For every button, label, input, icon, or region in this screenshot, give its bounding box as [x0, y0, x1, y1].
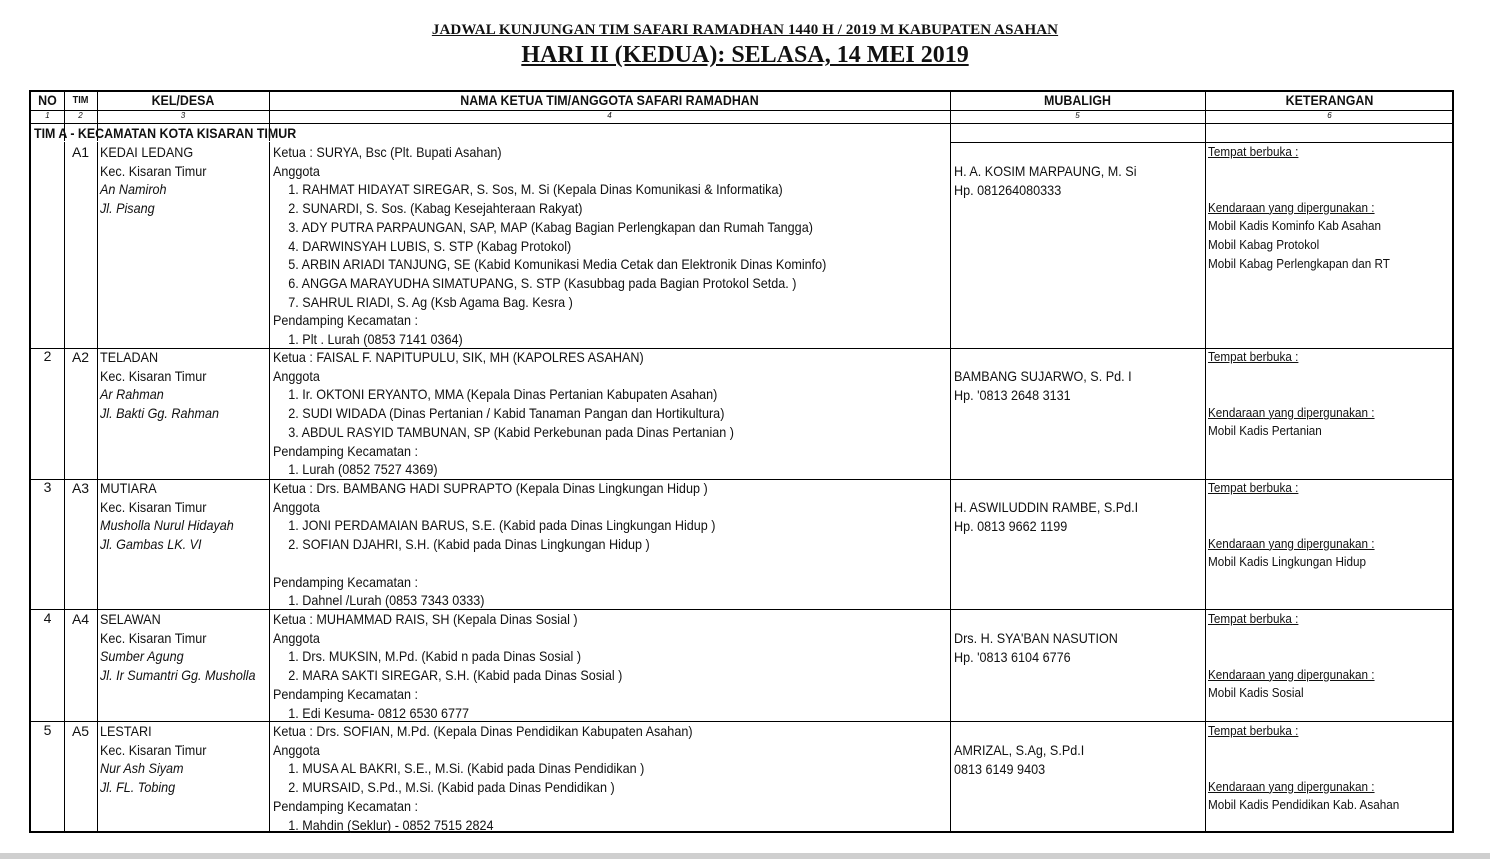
- document-title: JADWAL KUNJUNGAN TIM SAFARI RAMADHAN 1440 H / 2019 M KABUPATEN ASAHAN: [431, 22, 1059, 38]
- header-nama: NAMA KETUA TIM/ANGGOTA SAFARI RAMADHAN: [460, 93, 759, 108]
- team-code: A2: [71, 349, 90, 365]
- mubaligh-cell: AMRIZAL, S.Ag, S.Pd.I 0813 6149 9403: [954, 742, 1085, 777]
- column-number: 6: [1327, 111, 1332, 120]
- section-label: TIM A - KECAMATAN KOTA KISARAN TIMUR: [34, 126, 297, 141]
- mubaligh-cell: BAMBANG SUJARWO, S. Pd. I Hp. '0813 2648 3131: [954, 368, 1132, 403]
- team-code: A3: [71, 480, 90, 496]
- header-desa: KEL/DESA: [151, 93, 215, 108]
- team-members-cell: Ketua : Drs. SOFIAN, M.Pd. (Kepala Dinas Pendidikan Kabupaten Asahan) Anggota 1. MUSA AL BAKRI, S.E., M.Si. (Kabid pada Dinas Pendidikan ) 2. MURSAID, S.Pd., M.Si. (Kabid pada Dinas Pendidikan ) Pendamping Kecamatan : 1. Mahdin (Seklur) - 0852 7515 2824: [273, 723, 693, 833]
- document-subtitle: HARI II (KEDUA): SELASA, 14 MEI 2019: [521, 42, 969, 68]
- desa-cell: TELADAN Kec. Kisaran Timur Ar Rahman Jl. Bakti Gg. Rahman: [100, 349, 220, 422]
- team-code: A5: [71, 723, 90, 739]
- mubaligh-cell: Drs. H. SYA'BAN NASUTION Hp. '0813 6104 6776: [954, 630, 1118, 665]
- row-number: 2: [43, 348, 52, 364]
- mubaligh-cell: H. ASWILUDDIN RAMBE, S.Pd.I Hp. 0813 9662 1199: [954, 499, 1139, 534]
- team-members-cell: Ketua : SURYA, Bsc (Plt. Bupati Asahan) Anggota 1. RAHMAT HIDAYAT SIREGAR, S. Sos, M. Si (Kepala Dinas Komunikasi & Informatika) 2. SUNARDI, S. Sos. (Kabag Kesejahteraan Rakyat) 3. ADY PUTRA PARPAUNGAN, SAP, MAP (Kabag Bagian Perlengkapan dan Rumah Tangga) 4. DARWINSYAH LUBIS, S. STP (Kabag Protokol) 5. ARBIN ARIADI TANJUNG, SE (Kabid Komunikasi Media Cetak dan Elektronik Dinas Kominfo) 6. ANGGA MARAYUDHA SIMATUPANG, S. STP (Kasubbag pada Bagian Protokol Setda. ) 7. SAHRUL RIADI, S. Ag (Ksb Agama Bag. Kesra ) Pendamping Kecamatan : 1. Plt . Lurah (0853 7141 0364): [273, 144, 827, 348]
- desa-cell: KEDAI LEDANG Kec. Kisaran Timur An Namiroh Jl. Pisang: [100, 144, 207, 217]
- column-number: 2: [78, 111, 83, 120]
- desa-cell: MUTIARA Kec. Kisaran Timur Musholla Nurul Hidayah Jl. Gambas LK. VI: [100, 480, 234, 553]
- team-members-cell: Ketua : MUHAMMAD RAIS, SH (Kepala Dinas Sosial ) Anggota 1. Drs. MUKSIN, M.Pd. (Kabid n pada Dinas Sosial ) 2. MARA SAKTI SIREGAR, S.H. (Kabid pada Dinas Sosial ) Pendamping Kecamatan : 1. Edi Kesuma- 0812 6530 6777: [273, 611, 623, 721]
- header-tim: TIM: [72, 95, 89, 106]
- section-row: [31, 124, 950, 141]
- row-number: 5: [43, 722, 52, 738]
- team-code: A4: [71, 611, 90, 627]
- team-members-cell: Ketua : FAISAL F. NAPITUPULU, SIK, MH (KAPOLRES ASAHAN) Anggota 1. Ir. OKTONI ERYANTO, MMA (Kepala Dinas Pertanian Kabupaten Asahan) 2. SUDI WIDADA (Dinas Pertanian / Kabid Tanaman Pangan dan Hortikultura) 3. ABDUL RASYID TAMBUNAN, SP (Kabid Perkebunan pada Dinas Pertanian ) Pendamping Kecamatan : 1. Lurah (0852 7527 4369): [273, 349, 734, 478]
- header-keterangan: KETERANGAN: [1285, 93, 1374, 108]
- page-edge: [0, 853, 1490, 859]
- header-mubaligh: MUBALIGH: [1044, 93, 1111, 108]
- team-members-cell: Ketua : Drs. BAMBANG HADI SUPRAPTO (Kepala Dinas Lingkungan Hidup ) Anggota 1. JONI PERDAMAIAN BARUS, S.E. (Kabid pada Dinas Lingkungan Hidup ) 2. SOFIAN DJAHRI, S.H. (Kabid pada Dinas Lingkungan Hidup ) Pendamping Kecamatan : 1. Dahnel /Lurah (0853 7343 0333): [273, 480, 716, 609]
- col-divider: [97, 142, 98, 831]
- keterangan-cell: Tempat berbuka : Kendaraan yang dipergunakan : Mobil Kadis Lingkungan Hidup: [1208, 480, 1375, 570]
- row-number: 3: [43, 479, 52, 495]
- col-divider: [269, 142, 270, 831]
- desa-cell: SELAWAN Kec. Kisaran Timur Sumber Agung Jl. Ir Sumantri Gg. Musholla: [100, 611, 256, 684]
- mubaligh-cell: H. A. KOSIM MARPAUNG, M. Si Hp. 081264080333: [954, 163, 1137, 198]
- keterangan-cell: Tempat berbuka : Kendaraan yang dipergunakan : Mobil Kadis Kominfo Kab Asahan Mobil Kabag Protokol Mobil Kabag Perlengkapan dan RT: [1208, 144, 1390, 271]
- keterangan-cell: Tempat berbuka : Kendaraan yang dipergunakan : Mobil Kadis Pertanian: [1208, 349, 1375, 439]
- keterangan-cell: Tempat berbuka : Kendaraan yang dipergunakan : Mobil Kadis Sosial: [1208, 611, 1375, 701]
- header-no: NO: [38, 93, 57, 108]
- column-number: 4: [607, 111, 612, 120]
- keterangan-cell: Tempat berbuka : Kendaraan yang dipergunakan : Mobil Kadis Pendidikan Kab. Asahan: [1208, 723, 1400, 813]
- column-number: 5: [1075, 111, 1080, 120]
- team-code: A1: [71, 144, 90, 160]
- row-number: 4: [43, 610, 52, 626]
- schedule-table: [29, 90, 1454, 833]
- column-number: 3: [180, 111, 186, 120]
- desa-cell: LESTARI Kec. Kisaran Timur Nur Ash Siyam Jl. FL. Tobing: [100, 723, 207, 796]
- column-number: 1: [45, 111, 50, 120]
